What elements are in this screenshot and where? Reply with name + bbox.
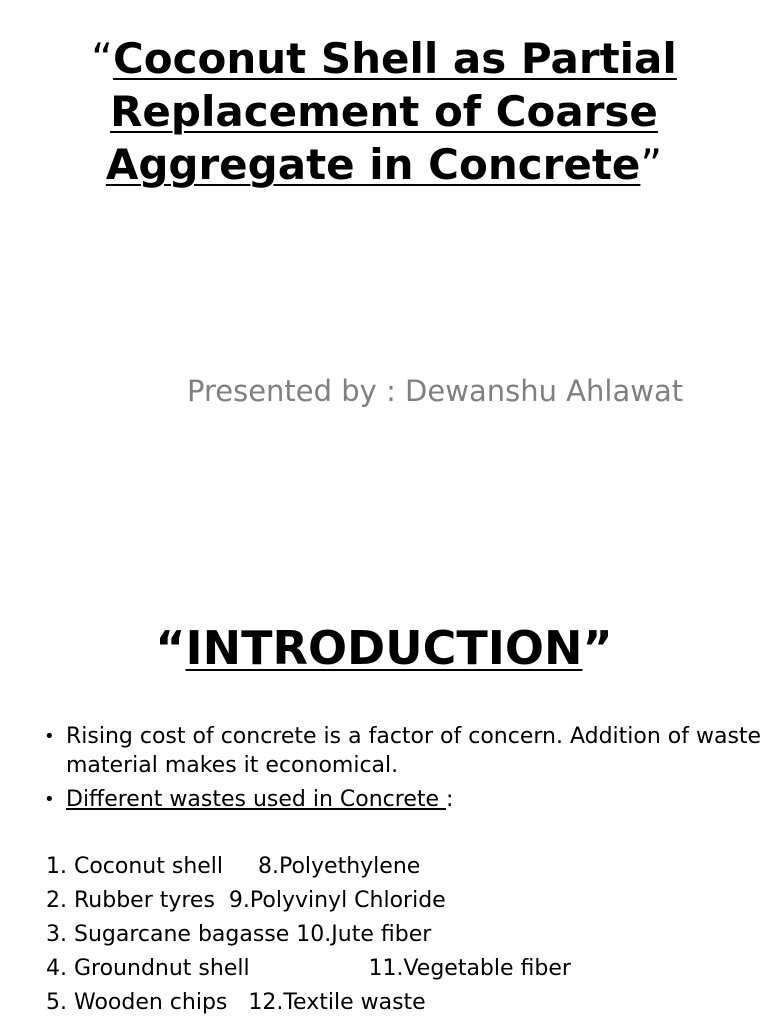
list-item: 1. Coconut shell 8.Polyethylene <box>46 854 421 879</box>
wastes-heading-colon: : <box>446 787 454 812</box>
bullet-text: Rising cost of concrete is a factor of concern. Addition of waste material makes it economical. <box>66 724 762 778</box>
heading-text: INTRODUCTION <box>185 621 583 675</box>
slide-title <box>0 32 768 191</box>
bullet-list <box>44 722 764 819</box>
list-item: 2. Rubber tyres 9.Polyvinyl Chloride <box>46 888 446 913</box>
introduction-slide <box>0 600 768 1024</box>
title-close-quote: ” <box>640 140 663 189</box>
heading-close-quote: ” <box>582 621 613 675</box>
bullet-dot-icon: • <box>44 789 55 810</box>
introduction-heading <box>0 620 768 676</box>
title-open-quote: “ <box>91 34 113 83</box>
list-item: 5. Wooden chips 12.Textile waste <box>46 990 426 1015</box>
wastes-heading-link: Different wastes used in Concrete <box>66 787 447 812</box>
title-line-2: Replacement of Coarse <box>110 87 658 136</box>
list-item: 3. Sugarcane bagasse 10.Jute fiber <box>46 922 432 947</box>
bullet-dot-icon: • <box>44 726 55 747</box>
presenter-text: Presented by : Dewanshu Ahlawat <box>187 374 684 408</box>
bullet-item <box>44 785 764 814</box>
title-line-3: Aggregate in Concrete <box>105 140 641 189</box>
heading-open-quote: “ <box>155 621 186 675</box>
wastes-list <box>46 852 746 1022</box>
list-item: 4. Groundnut shell 11.Vegetable fiber <box>46 956 571 981</box>
bullet-item <box>44 722 764 780</box>
title-line-1: Coconut Shell as Partial <box>112 34 677 83</box>
